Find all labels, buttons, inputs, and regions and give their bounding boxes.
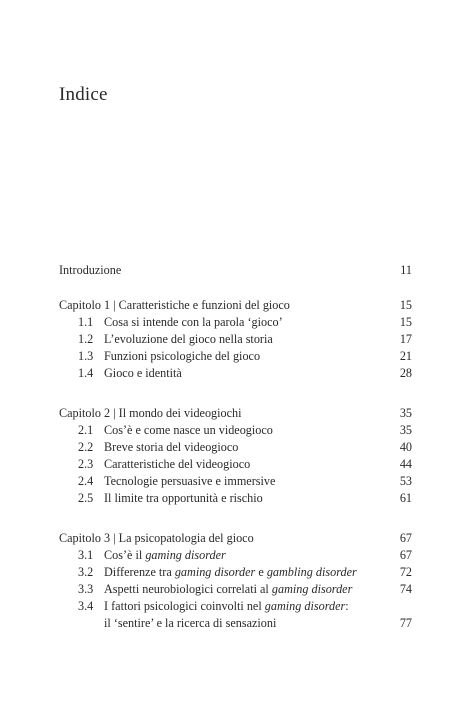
page-number: 44: [399, 457, 412, 471]
section-number: 3.3: [78, 582, 94, 596]
entry-title: Funzioni psicologiche del gioco: [104, 349, 261, 363]
section-number: 1.4: [78, 366, 94, 380]
section-number: 1.2: [78, 332, 94, 346]
entry-title: Cos’è e come nasce un videogioco: [104, 423, 273, 437]
entry-title: Cos’è il gaming disorder: [104, 548, 226, 562]
entry-title: Differenze tra gaming disorder e gambling disorder: [104, 565, 357, 579]
section-number: 2.5: [78, 491, 94, 505]
toc-chapter-entry: [59, 405, 412, 422]
page-number: 15: [399, 315, 412, 329]
page-number: 21: [399, 349, 412, 363]
entry-title: Caratteristiche del videogioco: [104, 457, 251, 471]
toc-section-entry: [59, 439, 412, 456]
page-number: 77: [399, 616, 412, 630]
toc-entry: [59, 262, 412, 279]
toc-section-entry: [59, 365, 412, 382]
entry-title: Gioco e identità: [104, 366, 182, 380]
section-number: 2.1: [78, 423, 94, 437]
toc-section-entry: [59, 615, 412, 632]
toc-section-entry: [59, 314, 412, 331]
toc-chapter-entry: [59, 530, 412, 547]
toc-section-entry: [59, 581, 412, 598]
section-number: 2.3: [78, 457, 94, 471]
page-number: 17: [399, 332, 412, 346]
entry-title: Capitolo 1 | Caratteristiche e funzioni del gioco: [59, 298, 290, 312]
toc-section-entry: [59, 473, 412, 490]
toc-section-entry: [59, 564, 412, 581]
entry-title: L’evoluzione del gioco nella storia: [104, 332, 273, 346]
entry-title: Capitolo 3 | La psicopatologia del gioco: [59, 531, 254, 545]
entry-title: Breve storia del videogioco: [104, 440, 239, 454]
page-number: 15: [399, 298, 412, 312]
page-number: 67: [399, 548, 412, 562]
page-number: 53: [399, 474, 412, 488]
page-number: 67: [399, 531, 412, 545]
toc-section-entry: [59, 422, 412, 439]
toc-section-entry: [59, 547, 412, 564]
entry-title: Capitolo 2 | Il mondo dei videogiochi: [59, 406, 242, 420]
page-number: 72: [399, 565, 412, 579]
entry-title: Cosa si intende con la parola ‘gioco’: [104, 315, 283, 329]
section-number: 1.3: [78, 349, 94, 363]
page-number: 74: [399, 582, 412, 596]
toc-section-entry: [59, 456, 412, 473]
page-number: 35: [399, 423, 412, 437]
page-number: 28: [399, 366, 412, 380]
entry-title: I fattori psicologici coinvolti nel gaming disorder:: [104, 599, 349, 613]
section-number: 3.2: [78, 565, 94, 579]
toc-chapter-entry: [59, 297, 412, 314]
toc-section-entry: [59, 348, 412, 365]
page-number: 11: [400, 263, 412, 277]
section-number: 2.2: [78, 440, 94, 454]
page-number: 61: [399, 491, 412, 505]
section-number: 2.4: [78, 474, 94, 488]
toc-section-entry: [59, 490, 412, 507]
toc-section-entry: [59, 598, 412, 615]
entry-title: Tecnologie persuasive e immersive: [104, 474, 276, 488]
section-number: 3.4: [78, 599, 94, 613]
toc-section-entry: [59, 331, 412, 348]
entry-title: Introduzione: [59, 263, 122, 277]
page-number: 35: [399, 406, 412, 420]
page-title: Indice: [59, 84, 108, 105]
section-number: 1.1: [78, 315, 94, 329]
page-number: 40: [399, 440, 412, 454]
section-number: 3.1: [78, 548, 94, 562]
entry-title: Il limite tra opportunità e rischio: [104, 491, 263, 505]
entry-title: Aspetti neurobiologici correlati al gaming disorder: [104, 582, 353, 596]
entry-title: il ‘sentire’ e la ricerca di sensazioni: [104, 616, 277, 630]
